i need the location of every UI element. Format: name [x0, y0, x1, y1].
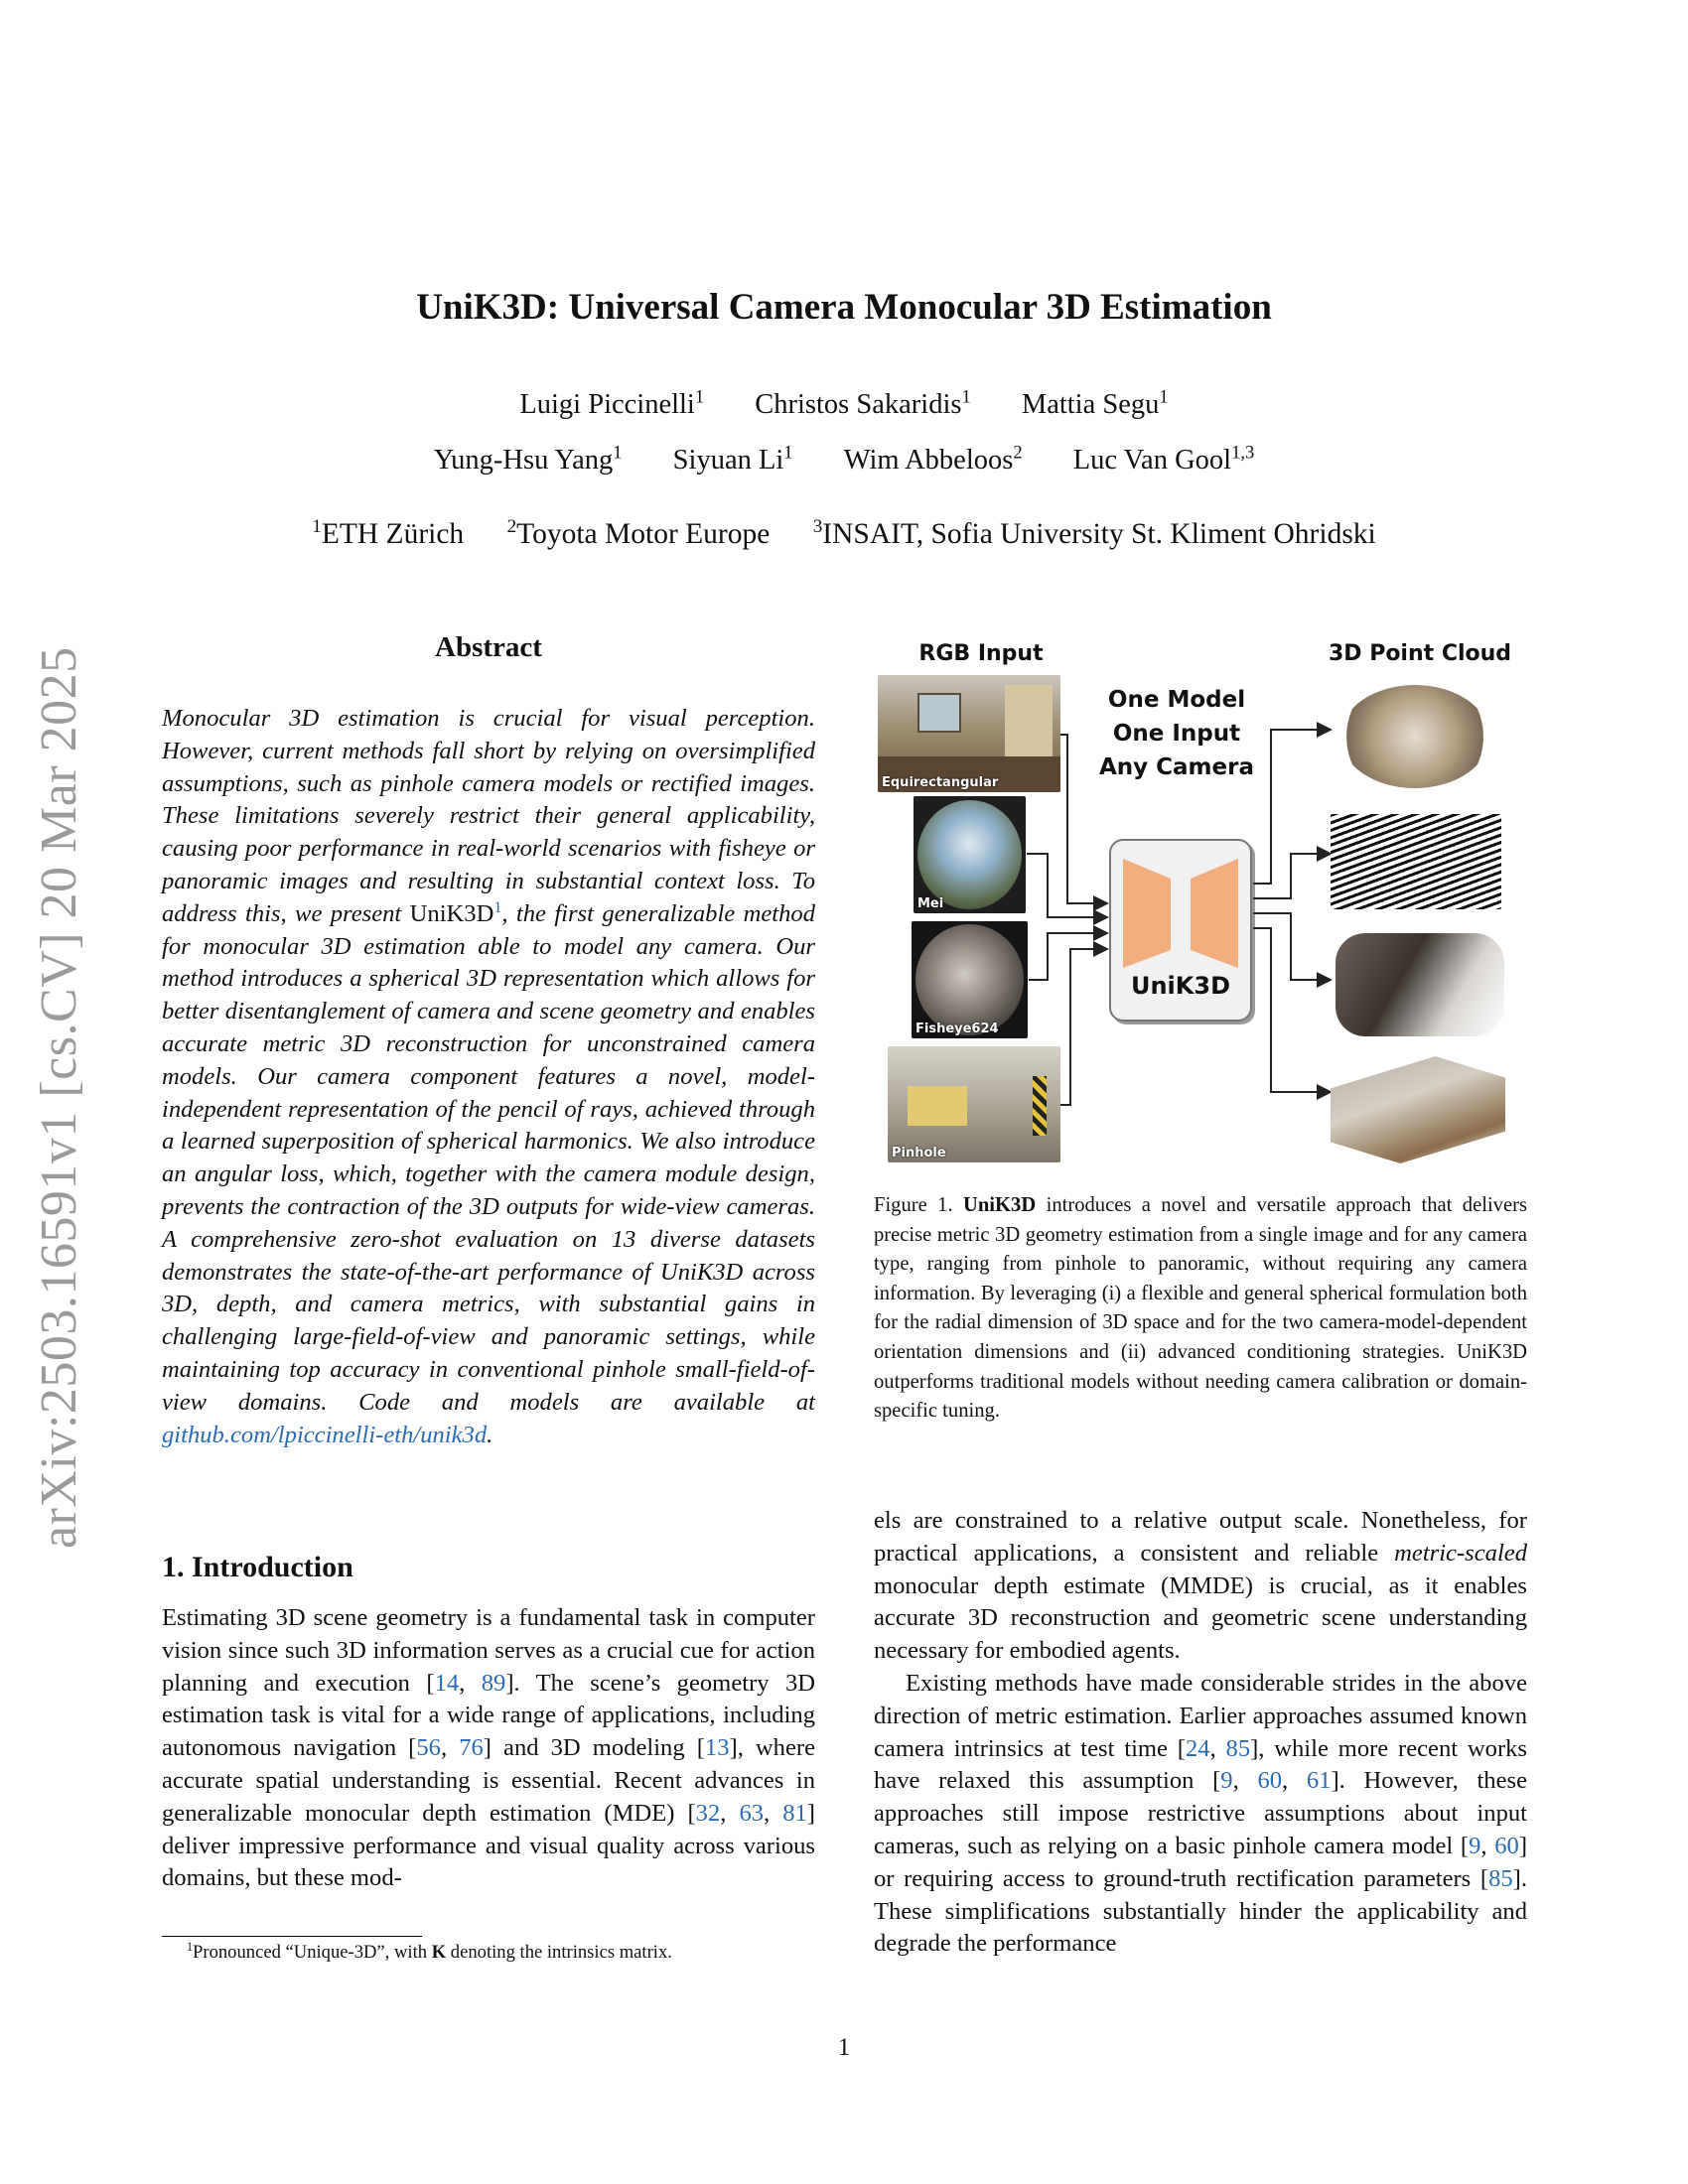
unik3d-model-label: UniK3D — [1130, 972, 1231, 1000]
code-link[interactable]: github.com/lpiccinelli-eth/unik3d — [162, 1421, 488, 1448]
footnote-rule — [162, 1936, 422, 1937]
citation[interactable]: 89 — [481, 1669, 506, 1697]
author: Christos Sakaridis$^1$ — [755, 386, 971, 420]
input-tag: Mei — [917, 896, 944, 911]
affiliation: $^2$Toyota Motor Europe — [506, 516, 771, 550]
figure-motto: One Model One Input Any Camera — [1098, 687, 1254, 780]
abstract-body: Monocular 3D estimation is crucial for visual perception. However, current methods fall short by relying on oversimplified assumptions, such as pinhole camera models or rectified images. These limitations severely restrict their general applicability, causing poor performance in real-world scenarios with fisheye or panoramic images and resulting in substantial context loss. To address this, we present UniK3D$^1$, the first generalizable method for monocular 3D estimation able to model any camera. Our method introduces a spherical 3D representation which allows for better disentanglement of camera and scene geometry and enables accurate metric 3D reconstruction for unconstrained camera models. Our camera component features a novel, model-independent representation of the pencil of rays, achieved through a learned superposition of spherical harmonics. We also introduce an angular loss, which, together with the camera module design, prevents the contraction of the 3D outputs for wide-view cameras. A comprehensive zero-shot evaluation on 13 diverse datasets demonstrates the state-of-the-art performance of UniK3D across 3D, depth, and camera metrics, with substantial gains in challenging large-field-of-view and panoramic settings, while maintaining top accuracy in conventional pinhole small-field-of-view domains. Code and models are available at github.com/lpiccinelli-eth/unik3d. — [162, 705, 815, 1448]
citation[interactable]: 13 — [704, 1734, 730, 1762]
citation[interactable]: 24 — [1185, 1734, 1210, 1762]
paper-title: UniK3D: Universal Camera Monocular 3D Estimation — [416, 287, 1272, 328]
citation[interactable]: 32 — [695, 1799, 721, 1827]
author: Mattia Segu$^1$ — [1021, 386, 1169, 420]
author: Siyuan Li$^1$ — [672, 442, 793, 476]
affiliations — [0, 518, 1688, 551]
figure-caption: Figure 1. UniK3D introduces a novel and versatile approach that delivers precise metric 3D geometry estimation from a single image and for any camera type, ranging from pinhole to panoramic, without requiring any camera information. By leveraging (i) a flexible and general spherical formulation both for the radial dimension of 3D space and for the two camera-model-dependent orientation dimensions and (ii) advanced conditioning strategies. UniK3D outperforms traditional models without needing camera calibration or domain-specific tuning. — [874, 1194, 1527, 1423]
abstract-method-name: UniK3D — [409, 899, 494, 927]
arxiv-sidebar-id: arXiv:2503.16591v1 [cs.CV] 20 Mar 2025 — [31, 646, 87, 1549]
point-cloud-fisheye624 — [1336, 933, 1504, 1036]
affiliation: $^3$INSAIT, Sofia University St. Kliment Ohridski — [812, 516, 1376, 550]
citation[interactable]: 14 — [434, 1669, 460, 1697]
point-cloud-mei — [1331, 814, 1501, 909]
citation[interactable]: 61 — [1306, 1767, 1332, 1795]
figure-rgb-input-label: RGB Input — [918, 641, 1044, 666]
abstract-footnote-mark[interactable]: 1 — [493, 898, 502, 916]
intro-paragraph-1: Estimating 3D scene geometry is a fundamental task in computer vision since such 3D information serves as a crucial cue for action planning and execution [14, 89]. The scene’s geometry 3D estimation task is vital for a wide range of applications, including autonomous navigation [56, 76] and 3D modeling [13], where accurate spatial understanding is essential. Recent advances in generalizable monocular depth estimation (MDE) [32, 63, 81] deliver impressive performance and visual quality across various domains, but these mod- — [162, 1604, 816, 1892]
point-cloud-equirectangular — [1340, 685, 1489, 788]
input-tag: Pinhole — [892, 1146, 946, 1160]
figure-point-cloud-label: 3D Point Cloud — [1328, 641, 1512, 666]
citation[interactable]: 9 — [1220, 1767, 1233, 1795]
abstract-heading: Abstract — [435, 631, 542, 663]
authors-row-1 — [0, 386, 1688, 421]
page-number: 1 — [837, 2034, 851, 2061]
citation[interactable]: 56 — [416, 1734, 441, 1762]
citation[interactable]: 76 — [459, 1734, 484, 1762]
author: Luc Van Gool$^{1,3}$ — [1072, 442, 1255, 476]
footnote: $^1$Pronounced “Unique-3D”, with K denoting the intrinsics matrix. — [187, 1939, 672, 1963]
author: Luigi Piccinelli$^1$ — [519, 386, 705, 420]
citation[interactable]: 60 — [1494, 1832, 1519, 1859]
intro-paragraph-1-continued: els are constrained to a relative output scale. Nonetheless, for practical applications, a consistent and reliable metric-scaled monocular depth estimate (MMDE) is crucial, as it enables accurate 3D reconstruction and geometric scene understanding necessary for embodied agents. — [874, 1507, 1527, 1665]
input-tag: Fisheye624 — [915, 1022, 999, 1036]
input-tag: Equirectangular — [882, 775, 999, 790]
citation[interactable]: 81 — [782, 1799, 807, 1827]
citation[interactable]: 85 — [1488, 1864, 1513, 1892]
authors-row-2 — [0, 442, 1688, 477]
intro-paragraph-2: Existing methods have made considerable strides in the above direction of metric estimation. Earlier approaches assumed known camera intrinsics at test time [24, 85], while more recent works have relaxed this assumption [9, 60, 61]. However, these approaches still impose restrictive assumptions about input cameras, such as relying on a basic pinhole camera model [9, 60] or requiring access to ground-truth rectification parameters [85]. These simplifications substantially hinder the applicability and degrade the performance — [874, 1670, 1528, 1958]
intro-heading: 1. Introduction — [162, 1551, 353, 1583]
citation[interactable]: 63 — [739, 1799, 765, 1827]
author: Wim Abbeloos$^2$ — [843, 442, 1023, 476]
author: Yung-Hsu Yang$^1$ — [433, 442, 623, 476]
citation[interactable]: 60 — [1257, 1767, 1283, 1795]
citation[interactable]: 9 — [1469, 1832, 1481, 1859]
citation[interactable]: 85 — [1225, 1734, 1251, 1762]
affiliation: $^1$ETH Zürich — [312, 516, 465, 550]
